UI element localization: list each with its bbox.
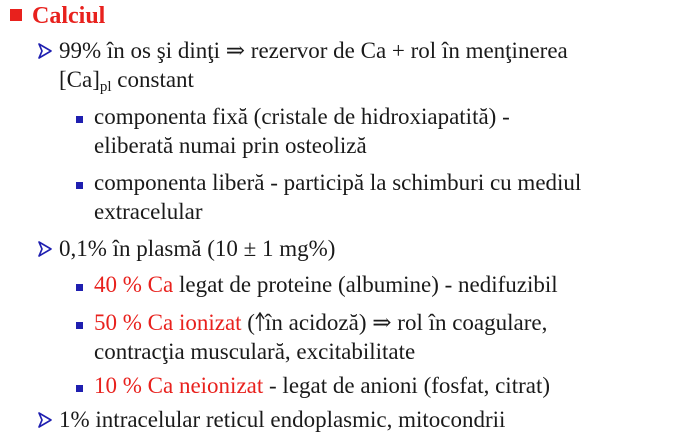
bullet-ca-bone: 99% în os şi dinţi ⇒ rezervor de Ca + rol în menţinerea (59, 38, 568, 63)
arrow-bullet-icon (38, 412, 52, 428)
up-arrow-icon (255, 312, 265, 332)
bullet-fixed-component-cont: eliberată numai prin osteoliză (94, 133, 367, 158)
bullet-ca-protein: 40 % Ca legat de proteine (albumine) - nedifuzibil (94, 272, 558, 297)
bullet-ca-nonionized: 10 % Ca neionizat - legat de anioni (fosfat, citrat) (94, 373, 551, 398)
arrow-bullet-icon (38, 43, 52, 59)
bullet-free-component-cont: extracelular (94, 199, 203, 224)
arrow-bullet-icon (38, 241, 52, 257)
bullet-ca-ionized-cont: contracţia musculară, excitabilitate (94, 339, 416, 364)
small-square-bullet-icon (76, 116, 83, 123)
small-square-bullet-icon (76, 284, 83, 291)
slide-title: Calciul (10, 2, 105, 30)
bullet-ca-bone-cont: $[Ca]_{pl}$ constant (59, 67, 194, 95)
bullet-intracellular: 1% intracelular reticul endoplasmic, mitocondrii (59, 407, 506, 432)
small-square-bullet-icon (76, 322, 83, 329)
small-square-bullet-icon (76, 182, 83, 189)
bullet-ca-ionized: 50 % Ca ionizat ( în acidoză) ⇒ rol în coagulare, (94, 310, 548, 335)
small-square-bullet-icon (76, 385, 83, 392)
bullet-fixed-component: componenta fixă (cristale de hidroxiapatită) - (94, 104, 510, 129)
bullet-plasma: 0,1% în plasmă (10 ± 1 mg%) (59, 236, 336, 261)
square-bullet-icon (10, 9, 22, 21)
bullet-free-component: componenta liberă - participă la schimburi cu mediul (94, 170, 582, 195)
